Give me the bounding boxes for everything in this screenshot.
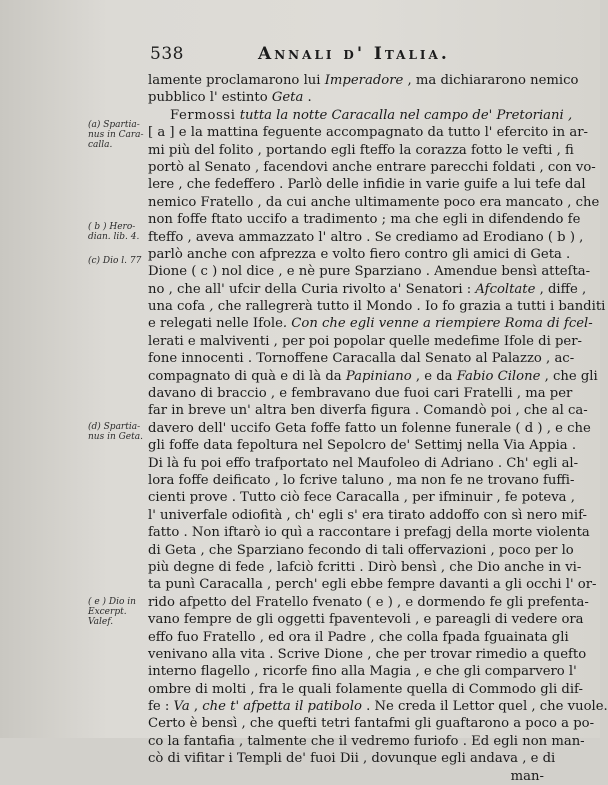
text-run: far in breve un' altra ben diverfa figura . Comandò poi , che al ca- <box>148 403 588 419</box>
page-number: 538 <box>150 44 184 64</box>
text-run: fatto . Non iftarò io quì a raccontare i prefagj della morte violenta <box>148 525 590 541</box>
text-run: vano fempre de gli oggetti fpaventevoli , e pareagli di vedere ora <box>148 612 584 628</box>
body-text <box>148 72 608 785</box>
text-run: nemico Fratello , da cui anche ultimamente poco era mancato , che <box>148 194 600 210</box>
text-run: lere , che fedeffero . Parlò delle infidie in varie guife a lui tefe dal <box>148 177 586 193</box>
text-run: non foffe ftato uccifo a tradimento ; ma che egli in difendendo fe <box>148 212 581 228</box>
text-line <box>148 489 575 506</box>
margin-note-line: (a) Spartia- <box>88 120 140 130</box>
text-run: fteffo , aveva ammazzato l' altro . Se crediamo ad Erodiano ( b ) , <box>148 229 584 245</box>
text-line <box>148 263 591 280</box>
margin-note-line: Excerpt. <box>88 607 127 617</box>
italic-phrase: , <box>205 299 218 315</box>
text-line <box>148 246 571 263</box>
text-line <box>148 402 588 419</box>
text-run: interno flagello , ricorfe fino alla Magia , e che gli comparvero l' <box>148 664 577 680</box>
text-run: Certo è bensì , che quefti tetri fantafmi gli guaftarono a poco a po- <box>148 716 595 732</box>
italic-phrase: . <box>412 299 425 315</box>
margin-note-c <box>88 256 154 266</box>
text-run: no , che all' ufcir della Curia rivolto a' Senatori : <box>148 281 476 297</box>
text-line <box>148 89 544 106</box>
text-run: portò al Senato , facendovi anche entrare parecchi foldati , con vo- <box>148 159 596 175</box>
margin-note-line: dian. lib. 4. <box>88 232 140 242</box>
text-line <box>148 768 544 785</box>
margin-note-b <box>88 222 154 242</box>
text-line <box>148 350 575 367</box>
text-line <box>148 368 598 385</box>
italic-phrase: che t' afpetta il patibolo <box>202 699 362 715</box>
margin-note-line: nus in Geta. <box>88 432 143 442</box>
text-line <box>148 298 606 315</box>
text-run: e relegati nelle Ifole <box>148 316 283 332</box>
margin-note-line: (d) Spartia- <box>88 422 141 432</box>
text-line <box>148 472 575 489</box>
margin-note-line: (c) Dio l. 77 <box>88 256 142 266</box>
italic-phrase: Geta <box>271 90 304 106</box>
text-line <box>148 715 595 732</box>
text-line <box>148 646 587 663</box>
text-line <box>148 385 573 402</box>
text-run: . <box>303 90 312 106</box>
margin-note-a <box>88 120 154 150</box>
text-line <box>148 333 582 350</box>
text-run: co la fantafia , talmente che il vedremo furiofo . Ed egli non man- <box>148 733 585 749</box>
text-run: effo fuo Fratello , ed ora il Padre , che colla fpada fguainata gli <box>148 629 569 645</box>
text-run: l' univerfale odiofità , ch' egli s' era tirato addoffo con sì nero mif- <box>148 507 587 523</box>
text-run: ta punì Caracalla , perch' egli ebbe fempre davanti a gli occhi l' or- <box>148 577 597 593</box>
text-line <box>148 420 591 437</box>
margin-note-e <box>88 597 154 627</box>
text-line <box>148 663 577 680</box>
text-line <box>148 455 579 472</box>
italic-phrase: Va <box>173 699 190 715</box>
text-line <box>148 611 584 628</box>
margin-note-line: ( b ) Hero- <box>88 222 136 232</box>
text-run: mi più del folito , portando egli fteffo la corazza fotto le vefti , fi <box>148 142 574 158</box>
text-line <box>148 750 556 767</box>
margin-note-d <box>88 422 154 442</box>
text-run: , diffe , <box>535 281 587 297</box>
text-line <box>148 72 579 89</box>
text-run: lamente proclamarono lui <box>148 73 325 88</box>
text-run: di Geta , che Sparziano fecondo di tali offervazioni , poco per lo <box>148 542 574 558</box>
italic-phrase: Fabio Cilone <box>456 368 541 384</box>
text-run: pubblico l' estinto <box>148 90 272 106</box>
text-line <box>148 176 586 193</box>
text-run: fe : <box>148 699 174 715</box>
text-run: man- <box>510 768 544 784</box>
text-run: rido afpetto del Fratello fvenato ( e ) , e dormendo fe gli prefenta- <box>148 594 589 610</box>
text-run: Io fo grazia a tutti i banditi <box>424 299 606 315</box>
page-header <box>150 40 570 70</box>
margin-note-line: Valef. <box>88 617 114 627</box>
italic-phrase: Imperadore <box>324 73 404 88</box>
text-run: lerati e malviventi , per poi popolar quelle medefime Ifole di per- <box>148 333 582 349</box>
italic-phrase: Papiniano <box>345 368 412 384</box>
text-line <box>148 315 593 332</box>
text-run: che rallegrerà tutto il Mondo <box>217 299 413 315</box>
text-run: , <box>189 699 203 715</box>
text-run: , che gli <box>540 368 598 384</box>
text-line <box>148 681 583 698</box>
text-line <box>148 281 587 298</box>
text-run: davano di braccio , e fembravano due fuoi cari Fratelli , ma per <box>148 386 573 402</box>
margin-note-line: calla. <box>88 140 113 150</box>
text-line <box>148 542 574 559</box>
text-run: più degne di fede , lafciò fcritti . Dirò bensì , che Dio anche in vi- <box>148 559 582 575</box>
margin-note-line: nus in Cara- <box>88 130 144 140</box>
text-line <box>148 524 590 541</box>
text-run: Fermossi <box>170 107 236 123</box>
text-line <box>148 194 600 211</box>
text-line <box>148 576 597 593</box>
text-run: Di là fu poi effo trafportato nel Maufoleo di Adriano . Ch' egli al- <box>148 455 579 471</box>
text-line <box>148 124 588 141</box>
text-line <box>148 629 569 646</box>
text-run: gli foffe data fepoltura nel Sepolcro de' Settimj nella Via Appia . <box>148 438 577 454</box>
text-run: cienti prove . Tutto ciò fece Caracalla , per ifminuir , fe poteva , <box>148 490 575 506</box>
text-line <box>148 142 574 159</box>
text-run: lora foffe deificato , lo fcrive taluno , ma non fe ne trovano fuffi- <box>148 472 575 488</box>
text-run: . Ne creda il Lettor quel , che vuole. <box>361 699 608 715</box>
margin-note-line: ( e ) Dio in <box>88 597 136 607</box>
italic-phrase: Afcoltate <box>475 281 536 297</box>
text-run: davero dell' uccifo Geta foffe fatto un folenne funerale ( d ) , e che <box>148 420 591 436</box>
text-line <box>148 733 585 750</box>
text-line <box>148 594 589 611</box>
text-line <box>148 559 582 576</box>
text-run: [ a ] e la mattina feguente accompagnato da tutto l' efercito in ar- <box>148 125 588 141</box>
running-title: Annali d' Italia. <box>258 44 450 64</box>
text-run: cò di vifitar i Templi de' fuoi Dii , dovunque egli andava , e di <box>148 751 556 767</box>
text-run: venivano alla vita . Scrive Dione , che per trovar rimedio a quefto <box>148 646 587 662</box>
text-run: una cofa <box>148 299 206 315</box>
italic-phrase: tutta la notte Caracalla nel campo de' Pretoriani , <box>235 107 573 123</box>
text-line <box>148 211 581 228</box>
text-line <box>148 229 584 246</box>
text-line <box>148 437 577 454</box>
text-line <box>148 507 587 524</box>
italic-phrase: . Con che egli venne a riempiere Roma di fcel- <box>282 316 593 332</box>
text-run: parlò anche con afprezza e volto fiero contro gli amici di Geta . <box>148 246 571 262</box>
text-run: ombre di molti , fra le quali folamente quella di Commodo gli dif- <box>148 681 583 697</box>
text-line <box>148 159 596 176</box>
text-run: compagnato di quà e di là da <box>148 368 346 384</box>
text-run: fone innocenti . Tornoffene Caracalla dal Senato al Palazzo , ac- <box>148 351 575 367</box>
text-run: Dione ( c ) nol dice , e nè pure Sparziano . Amendue bensì atteſta- <box>148 264 591 280</box>
text-line <box>148 698 608 715</box>
text-run: , ma dichiararono nemico <box>403 73 579 88</box>
text-run: , e da <box>411 368 457 384</box>
text-line <box>148 107 573 124</box>
